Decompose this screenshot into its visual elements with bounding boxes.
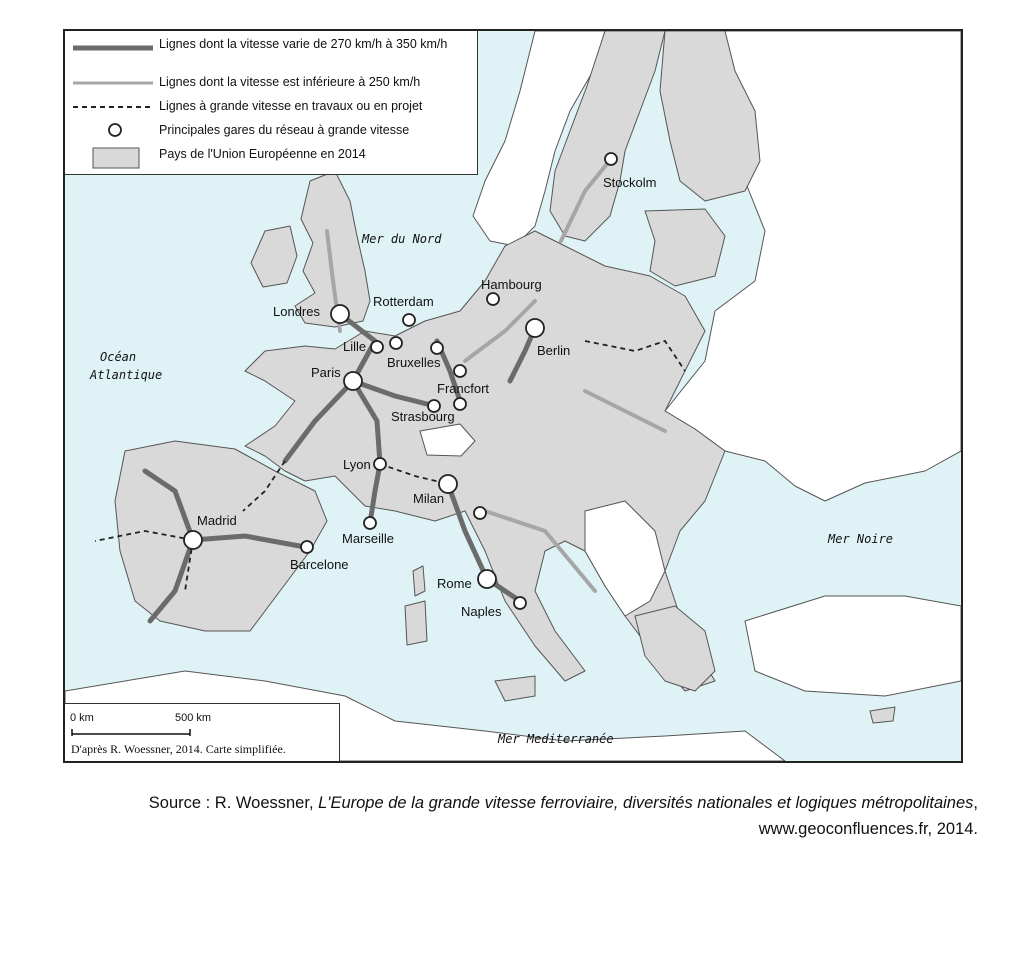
station-bologne bbox=[474, 507, 486, 519]
station-marseille bbox=[364, 517, 376, 529]
sea-label-ocean-2: Atlantique bbox=[90, 368, 163, 382]
map-legend bbox=[65, 31, 478, 175]
eu-land-corsica bbox=[413, 566, 425, 596]
eu-land-sicily bbox=[495, 676, 535, 701]
station-lyon bbox=[374, 458, 386, 470]
sea-label-ocean-1: Océan bbox=[100, 350, 137, 364]
scale-box bbox=[65, 703, 340, 763]
legend-symbol-fast-line bbox=[71, 36, 155, 62]
city-label-madrid: Madrid bbox=[197, 513, 237, 528]
scale-end-label: 500 km bbox=[175, 712, 212, 724]
legend-label-slow-lines: Lignes dont la vitesse est inférieure à 250 km/h bbox=[159, 75, 421, 89]
station-barcelone bbox=[301, 541, 313, 553]
city-label-lille: Lille bbox=[343, 339, 367, 354]
station-bruxelles-2 bbox=[431, 342, 443, 354]
legend-row-eu-countries bbox=[65, 146, 478, 172]
legend-label-stations: Principales gares du réseau à grande vitesse bbox=[159, 123, 410, 137]
legend-symbol-station bbox=[71, 122, 155, 148]
city-label-hambourg: Hambourg bbox=[481, 277, 542, 292]
station-hambourg bbox=[487, 293, 499, 305]
source-prefix: Source : R. Woessner, bbox=[148, 794, 319, 812]
city-label-strasbourg: Strasbourg bbox=[391, 409, 455, 424]
city-label-barcelone: Barcelone bbox=[290, 557, 349, 572]
legend-row-fast-lines bbox=[65, 36, 478, 68]
city-label-lyon: Lyon bbox=[343, 457, 371, 472]
legend-symbol-eu-box bbox=[71, 146, 155, 172]
eu-land-cyprus bbox=[870, 707, 895, 723]
station-bruxelles-1 bbox=[390, 337, 402, 349]
eu-land-greece bbox=[635, 606, 715, 691]
city-label-naples: Naples bbox=[461, 604, 502, 619]
city-label-rome: Rome bbox=[437, 576, 472, 591]
city-label-rotterdam: Rotterdam bbox=[373, 294, 434, 309]
scale-bar bbox=[71, 728, 201, 738]
station-madrid bbox=[184, 531, 202, 549]
eu-land-baltics bbox=[645, 209, 725, 286]
europe-map bbox=[63, 29, 963, 763]
eu-land-ireland bbox=[251, 226, 297, 287]
legend-label-eu-countries: Pays de l'Union Européenne en 2014 bbox=[159, 147, 366, 161]
legend-label-fast-lines: Lignes dont la vitesse varie de 270 km/h à 350 km/h bbox=[159, 37, 448, 51]
city-label-bruxelles: Bruxelles bbox=[387, 355, 441, 370]
city-label-francfort: Francfort bbox=[437, 381, 490, 396]
eu-land-sardinia bbox=[405, 601, 427, 645]
legend-label-planned-lines: Lignes à grande vitesse en travaux ou en projet bbox=[159, 99, 423, 113]
station-rome bbox=[478, 570, 496, 588]
source-suffix: , www.geoconfluences.fr, 2014. bbox=[758, 794, 978, 838]
station-lille bbox=[371, 341, 383, 353]
legend-row-stations bbox=[65, 122, 478, 148]
sea-label-mediterranean: Mer Mediterranée bbox=[498, 732, 614, 746]
map-credit: D'après R. Woessner, 2014. Carte simplifiée. bbox=[71, 742, 286, 756]
station-stockholm bbox=[605, 153, 617, 165]
station-londres bbox=[331, 305, 349, 323]
non-eu-land-turkey bbox=[745, 596, 961, 696]
station-naples bbox=[514, 597, 526, 609]
station-francfort bbox=[454, 365, 466, 377]
source-title: L'Europe de la grande vitesse ferroviaire, diversités nationales et logiques métropolitaines bbox=[318, 794, 974, 812]
sea-label-north-sea: Mer du Nord bbox=[362, 232, 442, 246]
legend-row-slow-lines bbox=[65, 74, 478, 100]
legend-row-planned-lines bbox=[65, 98, 478, 124]
scale-start-label: 0 km bbox=[70, 712, 94, 724]
city-label-berlin: Berlin bbox=[537, 343, 571, 358]
station-rotterdam bbox=[403, 314, 415, 326]
city-label-milan: Milan bbox=[413, 491, 445, 506]
city-label-londres: Londres bbox=[273, 304, 320, 319]
station-strasbourg-2 bbox=[454, 398, 466, 410]
legend-symbol-dashed-line bbox=[71, 98, 155, 124]
city-label-paris: Paris bbox=[311, 365, 341, 380]
city-label-marseille: Marseille bbox=[342, 531, 395, 546]
station-paris bbox=[344, 372, 362, 390]
source-citation bbox=[60, 790, 978, 842]
city-label-stockolm: Stockolm bbox=[603, 175, 657, 190]
station-berlin bbox=[526, 319, 544, 337]
legend-symbol-slow-line bbox=[71, 74, 155, 100]
sea-label-black-sea: Mer Noire bbox=[828, 532, 894, 546]
